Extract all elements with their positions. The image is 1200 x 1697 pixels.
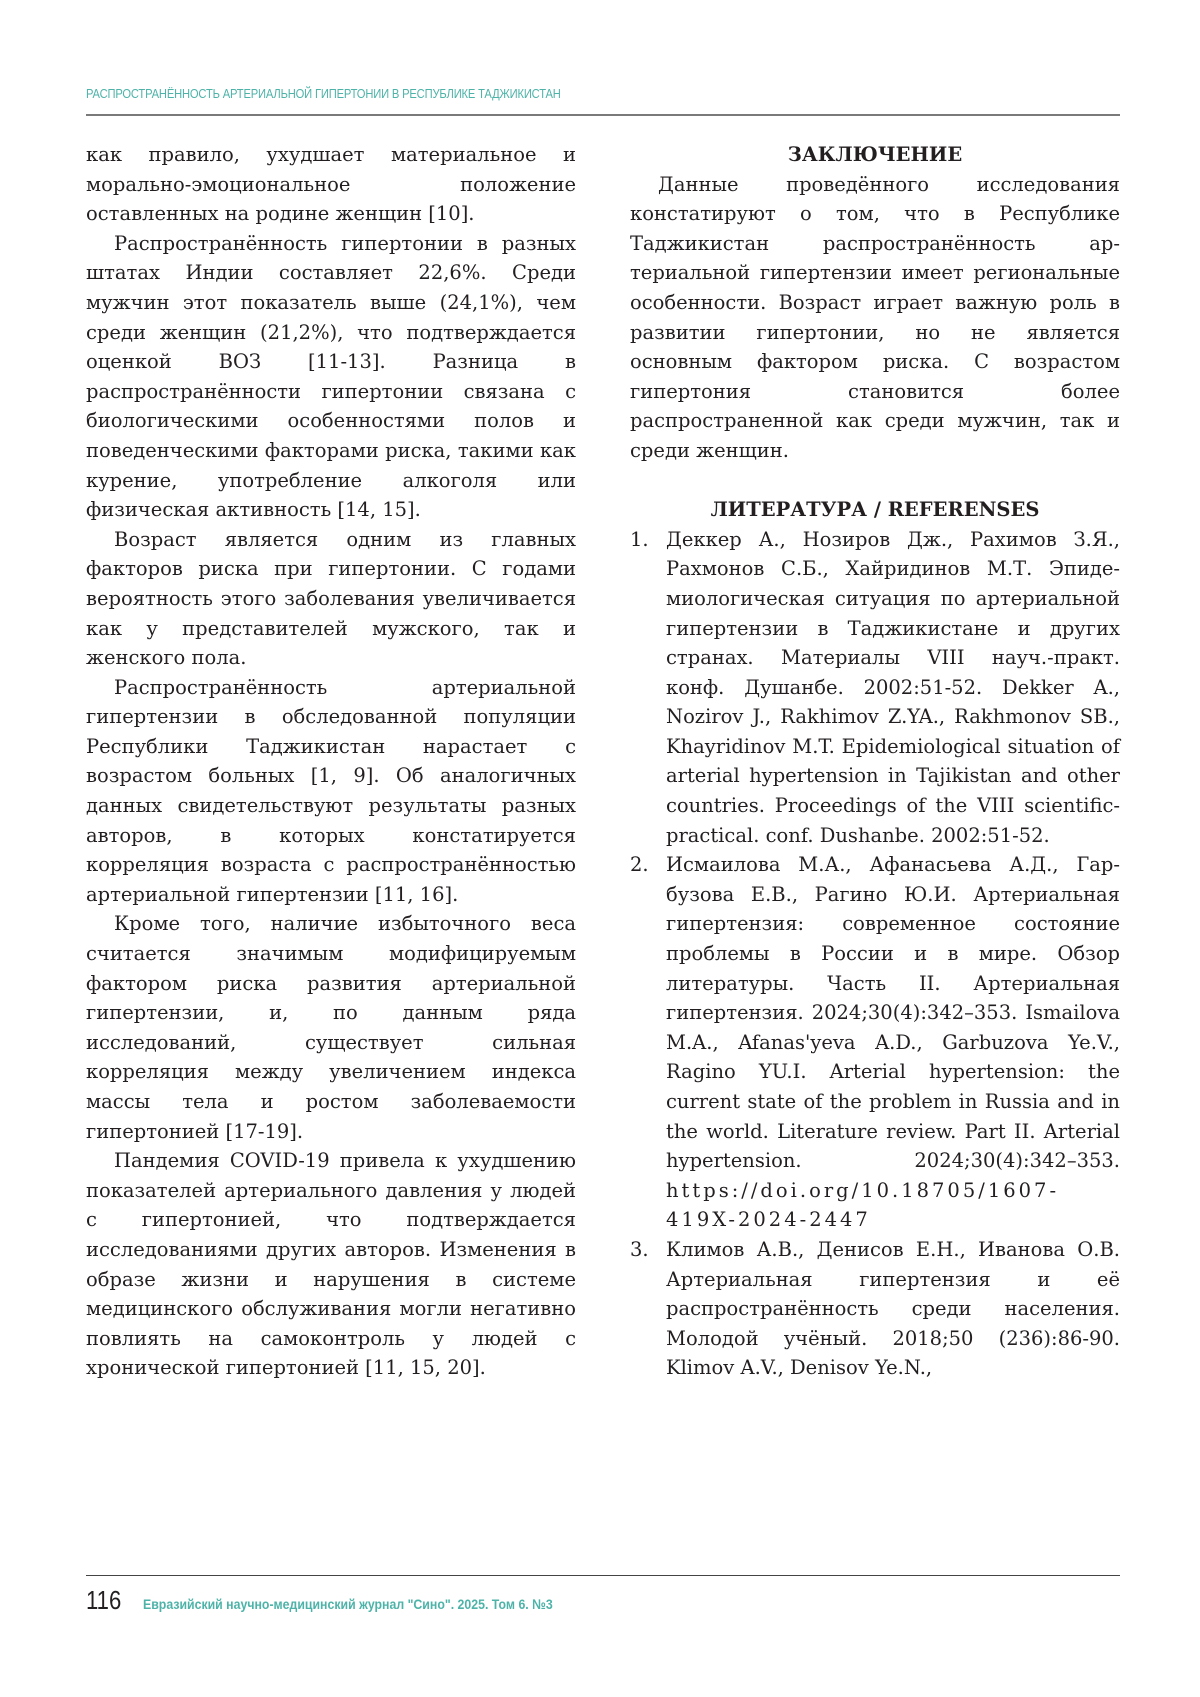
reference-doi-link[interactable]: https://doi.org/10.18705/1607-419X-2024-2447 (666, 1178, 1060, 1232)
reference-text: Исмаилова М.А., Афанасьева А.Д., Гарбузова Е.В., Рагино Ю.И. Артериальная гипертензия: современное состояние проблемы в России и в мире. Обзор литературы. Часть II. Артериальная гипертензия. 2024;30(4):342–353. Ismailova M.A., Afanas'yeva A.D., Garbuzova Ye.V., Ragino YU.I. Arterial hypertension: the current state of the problem in Russia and in the world. Literature review. Part II. Arterial hypertension. 2024;30(4):342–353. (666, 853, 1120, 1173)
page-footer (86, 1585, 609, 1616)
page-number: 116 (86, 1585, 122, 1615)
left-column (86, 140, 576, 1383)
conclusion-paragraph: Данные проведённого исследования констатируют о том, что в Республике Таджикистан распространённость артериальной гипертензии имеет региональные особенности. Возраст играет важную роль в развитии гипертонии, но не является основным фактором риска. С возрастом гипертония становится более распространенной как среди мужчин, так и среди женщин. (630, 172, 1120, 462)
reference-number: 3. (630, 1237, 649, 1261)
reference-text: Деккер А., Нозиров Дж., Рахимов З.Я., Рахмонов С.Б., Хайридинов М.Т. Эпидемиологическая ситуация по артериальной гипертензии в Таджикистане и других странах. Материалы VIII науч.-практ. конф. Душанбе. 2002:51-52. Dekker A., Nozirov J., Rakhimov Z.YA., Rakhmonov SB., Khayridinov M.T. Epidemiological situation of arterial hypertension in Tajikistan and other countries. Proceedings of the VIII scientific-practical. conf. Dushanbe. 2002:51-52. (666, 527, 1120, 847)
references-list (630, 525, 1120, 1383)
reference-item (630, 525, 1120, 851)
reference-text: Климов А.В., Денисов Е.Н., Иванова О.В. Артериальная гипертензия и её распространённость среди населения. Молодой учёный. 2018;50 (236):86-90. Klimov A.V., Denisov Ye.N., (666, 1237, 1120, 1380)
right-column (630, 140, 1120, 1383)
body-paragraph: Распространённость гипертонии в разных штатах Индии составляет 22,6%. Среди мужчин этот показатель выше (24,1%), чем среди женщин (21,2%), что подтверждается оценкой ВОЗ [11-13]. Разница в распространённости гипертонии связана с биологическими особенностями полов и поведенческими факторами риска, такими как курение, употребление алкоголя или физическая активность [14, 15]. (86, 231, 576, 522)
body-paragraph: Кроме того, наличие избыточного веса считается значимым модифицируемым фактором риска развития артериальной гипертензии, и, по данным ряда исследований, существует сильная корреляция между увеличением индекса массы тела и ростом заболеваемости гипертонией [17-19]. (86, 912, 576, 1143)
body-paragraph: Распространённость артериальной гипертензии в обследованной популяции Республики Таджикистан нарастает с возрастом больных [1, 9]. Об аналогичных данных свидетельствуют результаты разных авторов, в которых констатируется корреляция возраста с распространённостью артериальной гипертензии [11, 16]. (86, 675, 576, 906)
running-header-title: РАСПРОСТРАНЁННОСТЬ АРТЕРИАЛЬНОЙ ГИПЕРТОНИИ В РЕСПУБЛИКЕ ТАДЖИКИСТАН (86, 86, 561, 101)
body-paragraph: Возраст является одним из главных факторов риска при гипертонии. С годами вероятность этого заболевания увеличивается как у представителей мужского, так и женского пола. (86, 527, 576, 670)
body-paragraph: как правило, ухудшает материальное и морально-эмоциональное положение оставленных на родине женщин [10]. (86, 143, 576, 226)
journal-citation: Евразийский научно-медицинский журнал "Сино". 2025. Том 6. №3 (143, 1596, 554, 1612)
reference-item (630, 1235, 1120, 1383)
references-heading: ЛИТЕРАТУРА / REFERENSES (710, 498, 1040, 522)
reference-number: 1. (630, 527, 649, 551)
reference-number: 2. (630, 853, 649, 877)
header-divider (86, 114, 1120, 116)
conclusion-heading: ЗАКЛЮЧЕНИЕ (787, 143, 963, 166)
reference-item (630, 850, 1120, 1235)
body-paragraph: Пандемия COVID-19 привела к ухудшению показателей артериального давления у людей с гипертонией, что подтверждается исследованиями других авторов. Изменения в образе жизни и нарушения в системе медицинского обслуживания могли негативно повлиять на самоконтроль у людей с хронической гипертонией [11, 15, 20]. (86, 1149, 576, 1380)
footer-divider (86, 1575, 1120, 1576)
